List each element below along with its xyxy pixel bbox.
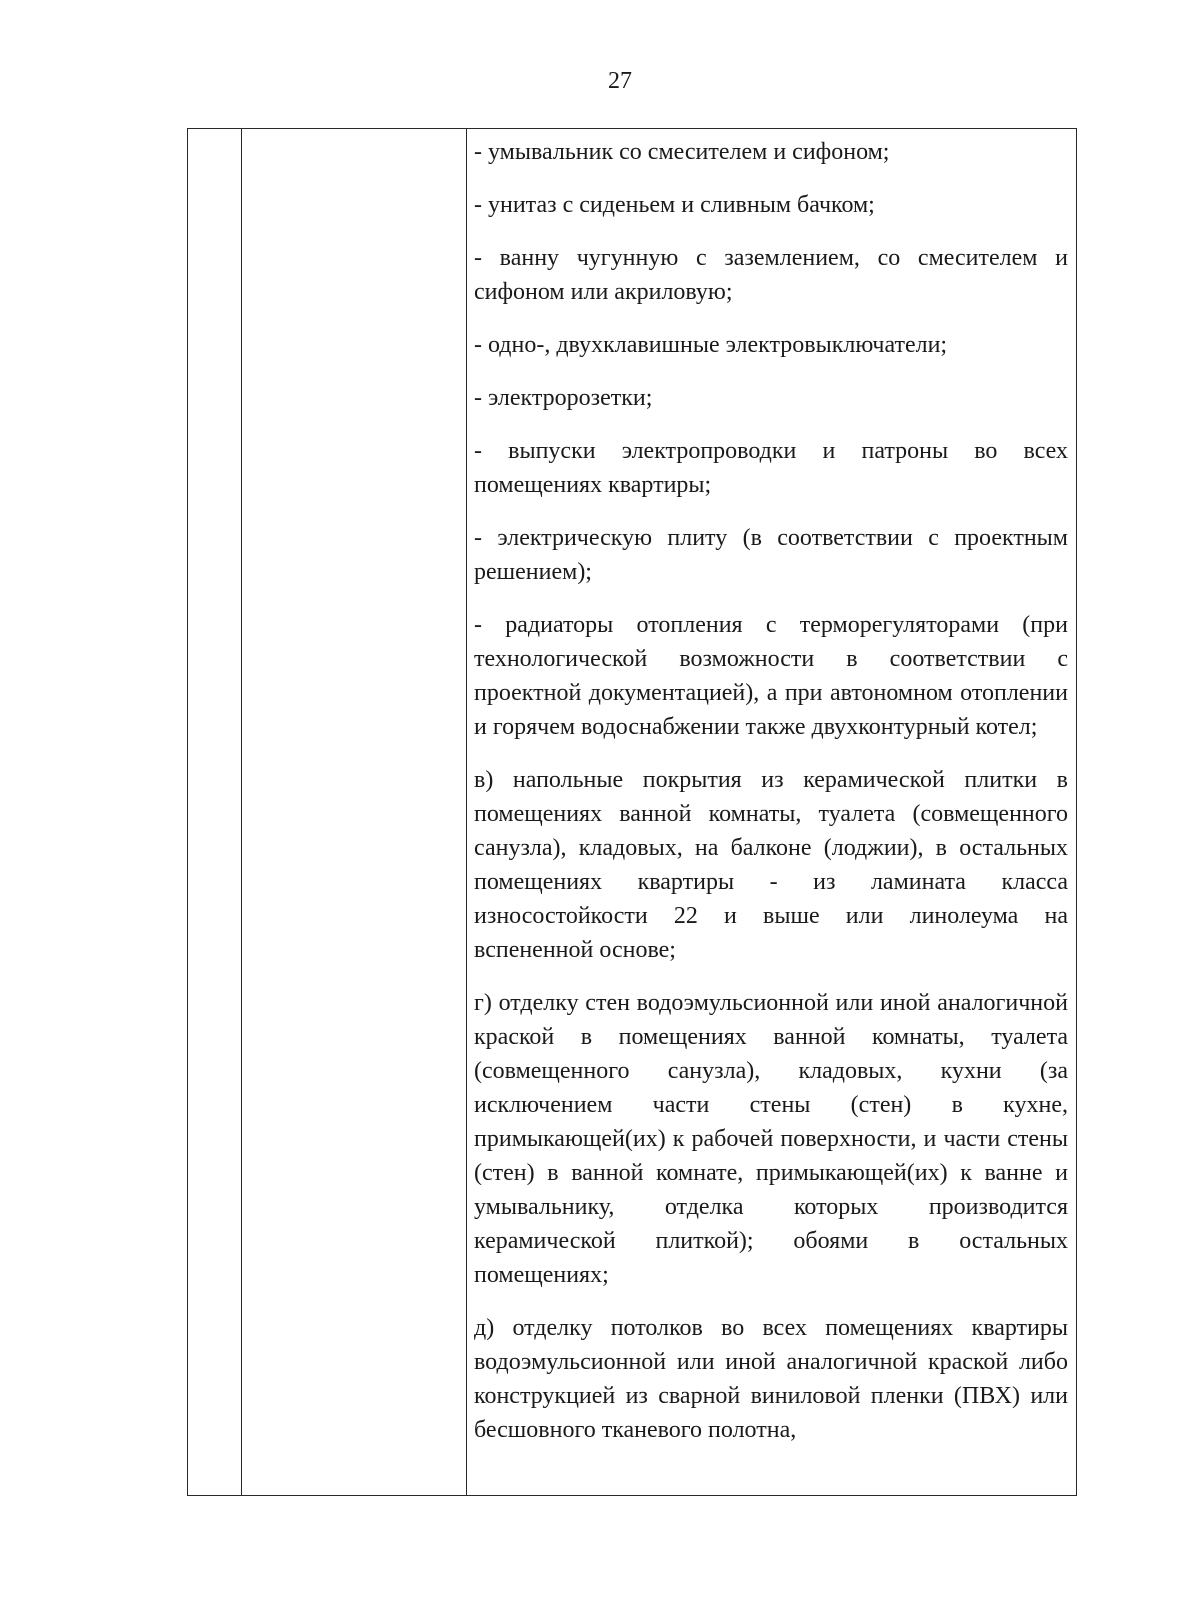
paragraph-ceiling-finishing: д) отделку потолков во всех помещениях квартиры водоэмульсионной или иной аналогичной краской либо конструкцией из сварной виниловой пленки (ПВХ) или бесшовного тканевого полотна, [474, 1315, 1068, 1443]
document-table [187, 128, 1077, 1496]
table-cell-requirements [474, 135, 1068, 1466]
paragraph-wall-finishing: г) отделку стен водоэмульсионной или иной аналогичной краской в помещениях ванной комнаты, туалета (совмещенного санузла), кладовых, кухни (за исключением части стены (стен) в кухне, примыкающей(их) к рабочей поверхности, и части стены (стен) в ванной комнате, примыкающей(их) к ванне и умывальнику, отделка которых производится керамической плиткой); обоями в остальных помещениях; [474, 990, 1068, 1288]
paragraph-wiring: - выпуски электропроводки и патроны во всех помещениях квартиры; [474, 438, 1068, 498]
paragraph-switches: - одно-, двухклавишные электровыключатели; [474, 332, 948, 358]
paragraph-toilet: - унитаз с сиденьем и сливным бачком; [474, 192, 875, 218]
paragraph-bathtub: - ванну чугунную с заземлением, со смесителем и сифоном или акриловую; [474, 245, 1068, 305]
paragraph-radiators: - радиаторы отопления с терморегуляторами (при технологической возможности в соответствии с проектной документацией), а при автономном отоплении и горячем водоснабжении также двухконтурный котел; [474, 612, 1068, 740]
paragraph-floor-coverings: в) напольные покрытия из керамической плитки в помещениях ванной комнаты, туалета (совмещенного санузла), кладовых, на балконе (лоджии), в остальных помещениях квартиры - из ламината класса износостойкости 22 и выше или линолеума на вспененной основе; [474, 767, 1068, 963]
page-number: 27 [608, 68, 632, 94]
column-divider-2 [466, 129, 467, 1495]
paragraph-electric-stove: - электрическую плиту (в соответствии с проектным решением); [474, 525, 1068, 585]
paragraph-sockets: - электророзетки; [474, 385, 653, 411]
paragraph-washbasin: - умывальник со смесителем и сифоном; [474, 139, 890, 165]
column-divider-1 [241, 129, 242, 1495]
